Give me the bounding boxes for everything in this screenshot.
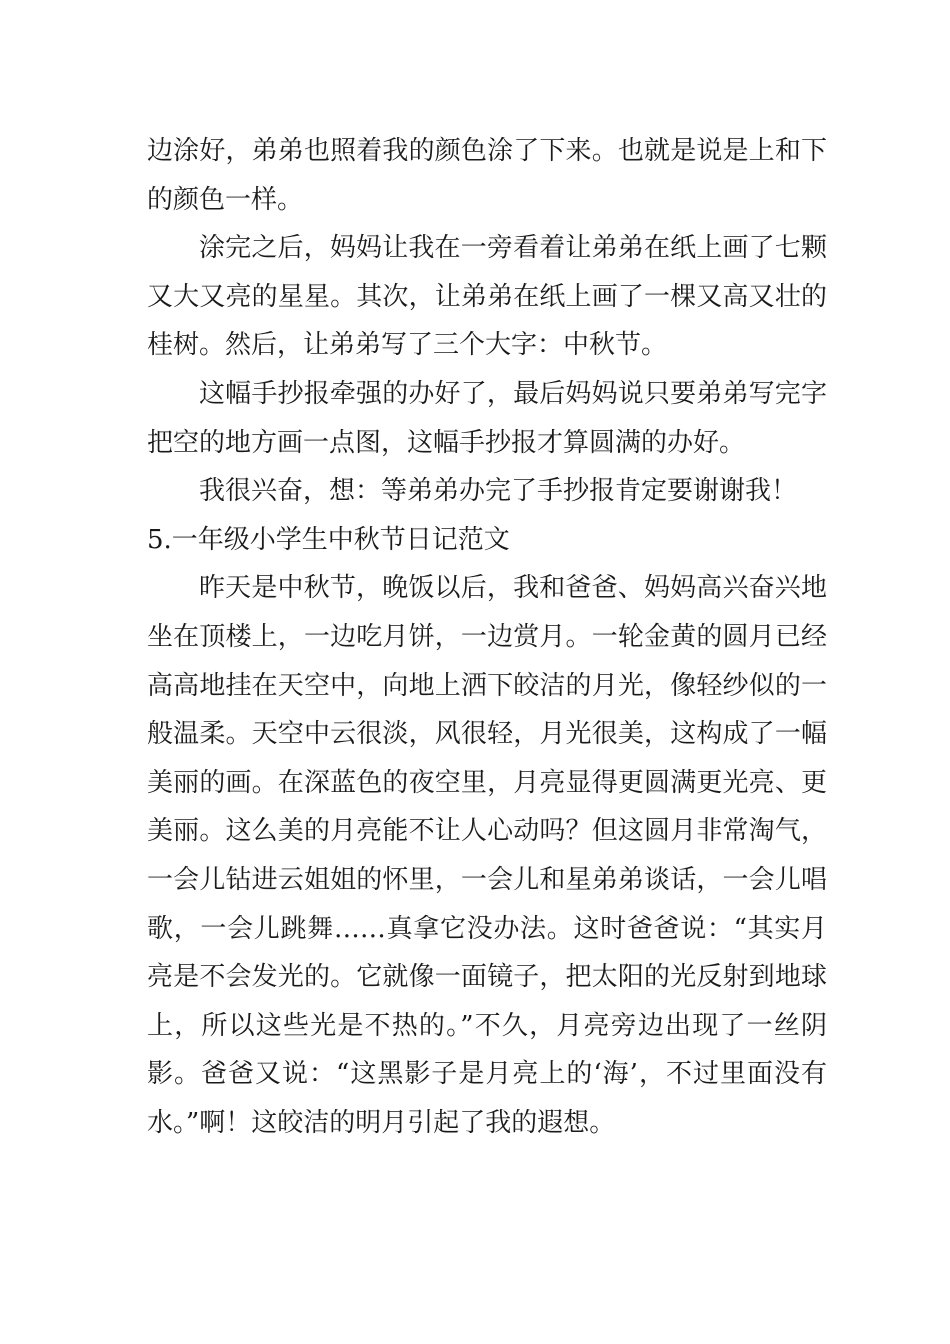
paragraph: 昨天是中秋节，晚饭以后，我和爸爸、妈妈高兴奋兴地坐在顶楼上，一边吃月饼，一边赏月。一轮金黄的圆月已经高高地挂在天空中，向地上洒下皎洁的月光，像轻纱似的一般温柔。天空中云很淡，风很轻，月光很美，这构成了一幅美丽的画。在深蓝色的夜空里，月亮显得更圆满更光亮、更美丽。这么美的月亮能不让人心动吗？但这圆月非常淘气，一会儿钻进云姐姐的怀里，一会儿和星弟弟谈话，一会儿唱歌，一会儿跳舞……真拿它没办法。这时爸爸说：“其实月亮是不会发光的。它就像一面镜子，把太阳的光反射到地球上，所以这些光是不热的。”不久，月亮旁边出现了一丝阴影。爸爸又说：“这黑影子是月亮上的‘海’，不过里面没有水。”啊！这皎洁的明月引起了我的遐想。 (147, 573, 827, 1138)
paragraph-continuation: 边涂好，弟弟也照着我的颜色涂了下来。也就是说是上和下的颜色一样。 (147, 136, 827, 215)
paragraph: 我很兴奋，想：等弟弟办完了手抄报肯定要谢谢我！ (199, 476, 798, 507)
section-heading: 5.一年级小学生中秋节日记范文 (147, 524, 510, 555)
document-body (147, 127, 827, 1147)
paragraph: 这幅手抄报牵强的办好了，最后妈妈说只要弟弟写完字把空的地方画一点图，这幅手抄报才算圆满的办好。 (147, 378, 827, 458)
paragraph: 涂完之后，妈妈让我在一旁看着让弟弟在纸上画了七颗又大又亮的星星。其次，让弟弟在纸上画了一棵又高又壮的桂树。然后，让弟弟写了三个大字：中秋节。 (147, 233, 827, 361)
